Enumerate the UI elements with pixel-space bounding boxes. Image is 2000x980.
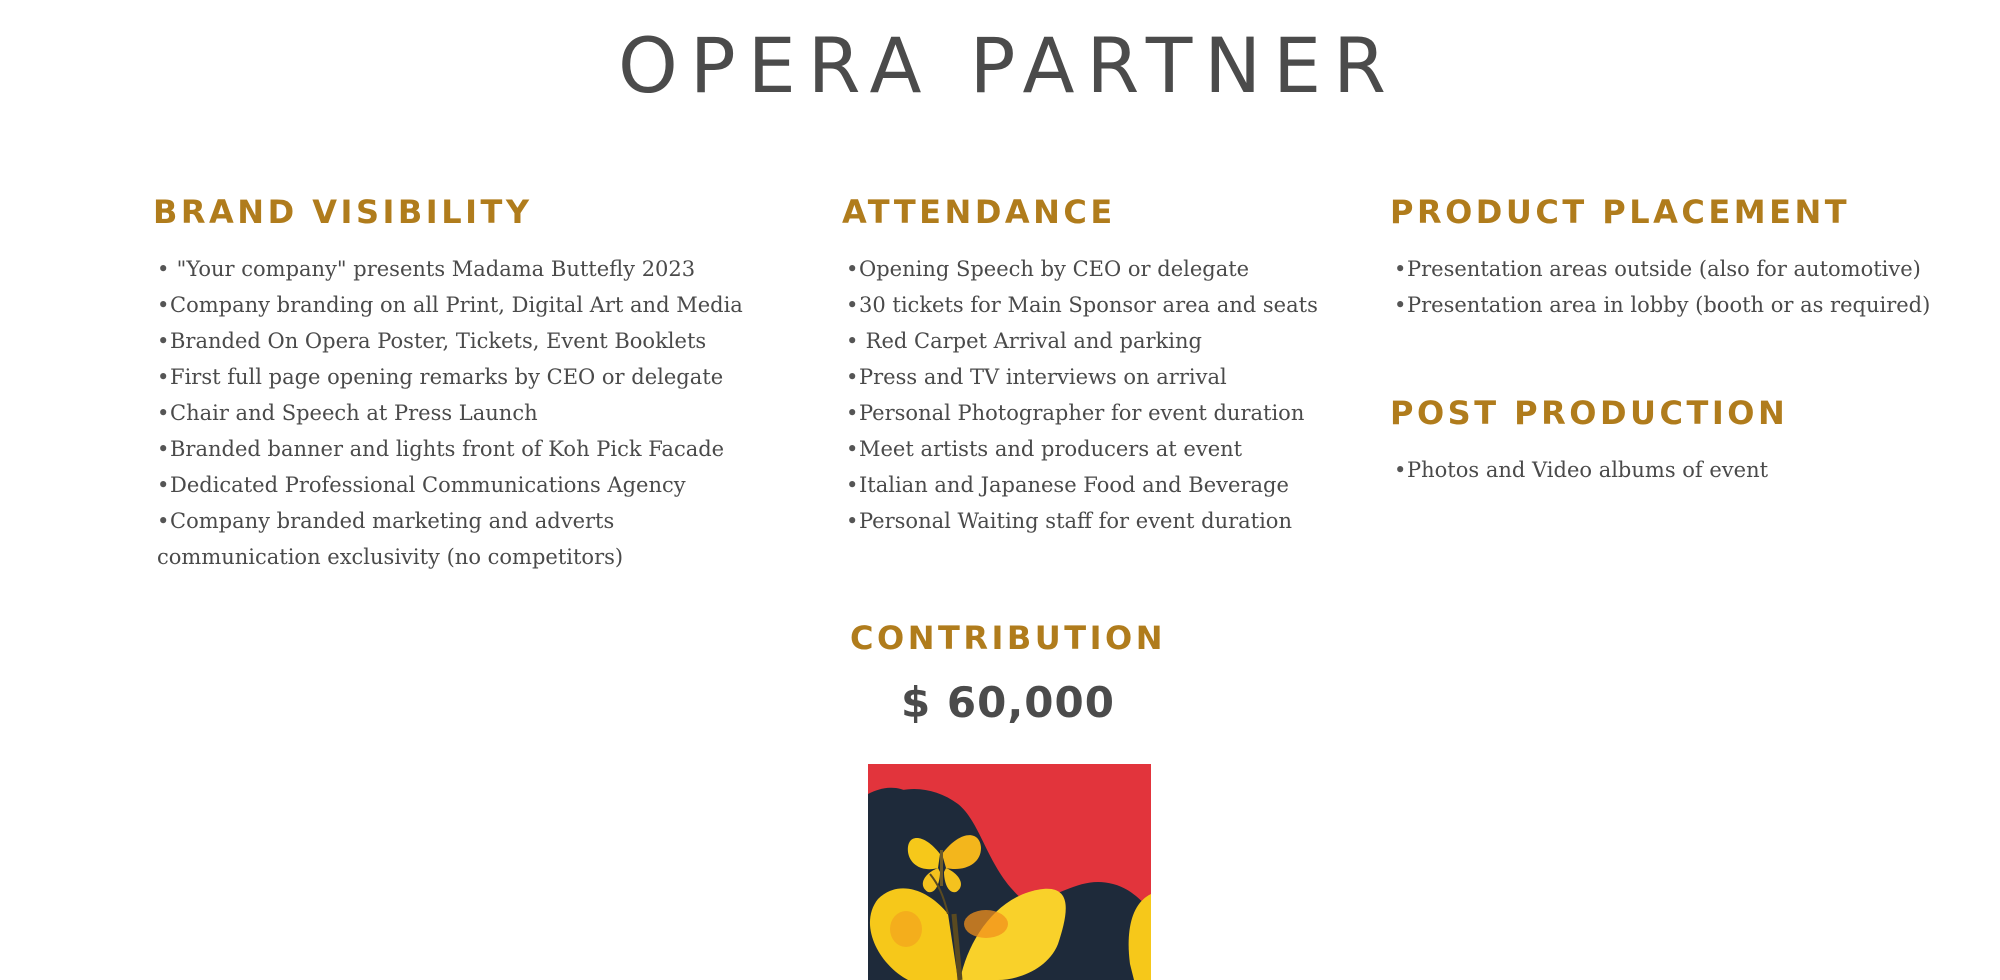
list-item: •Personal Waiting staff for event duration (846, 509, 1292, 533)
butterfly-painting-icon (868, 764, 1151, 980)
contribution-heading: CONTRIBUTION (850, 619, 1166, 657)
attendance-heading: ATTENDANCE (842, 193, 1116, 231)
list-item: •Opening Speech by CEO or delegate (846, 257, 1250, 281)
list-item: •Dedicated Professional Communications Agency (157, 473, 686, 497)
list-item: • "Your company" presents Madama Buttefly 2023 (157, 257, 696, 281)
list-item: •First full page opening remarks by CEO or delegate (157, 365, 724, 389)
post-production-list (1390, 452, 1788, 488)
brand-visibility-section (153, 192, 743, 575)
page-title: OPERA PARTNER (618, 21, 1398, 110)
attendance-list (842, 251, 1318, 539)
attendance-section (842, 192, 1318, 539)
list-item: • Red Carpet Arrival and parking (846, 329, 1202, 353)
product-placement-section (1390, 192, 1930, 323)
list-item: •Italian and Japanese Food and Beverage (846, 473, 1289, 497)
product-placement-list (1390, 251, 1930, 323)
list-item: •Photos and Video albums of event (1394, 458, 1769, 482)
butterfly-painting-image (868, 764, 1151, 980)
list-item: •Presentation area in lobby (booth or as required) (1394, 293, 1931, 317)
list-item: •Presentation areas outside (also for automotive) (1394, 257, 1921, 281)
post-production-section (1390, 393, 1788, 488)
list-item: •Branded On Opera Poster, Tickets, Event Booklets (157, 329, 707, 353)
contribution-section (0, 618, 2000, 727)
product-placement-heading: PRODUCT PLACEMENT (1390, 193, 1851, 231)
list-item: •Meet artists and producers at event (846, 437, 1243, 461)
list-item: •Company branded marketing and adverts (157, 509, 615, 533)
list-item: •Press and TV interviews on arrival (846, 365, 1227, 389)
post-production-heading: POST PRODUCTION (1390, 394, 1789, 432)
list-item: •Chair and Speech at Press Launch (157, 401, 538, 425)
list-item: •30 tickets for Main Sponsor area and seats (846, 293, 1318, 317)
brand-visibility-heading: BRAND VISIBILITY (153, 193, 533, 231)
brand-visibility-list (153, 251, 743, 539)
list-item: •Company branding on all Print, Digital Art and Media (157, 293, 743, 317)
list-item: •Personal Photographer for event duration (846, 401, 1305, 425)
list-item: •Branded banner and lights front of Koh Pick Facade (157, 437, 725, 461)
list-item-continuation: communication exclusivity (no competitors) (157, 545, 624, 569)
contribution-amount: $ 60,000 (901, 678, 1115, 727)
